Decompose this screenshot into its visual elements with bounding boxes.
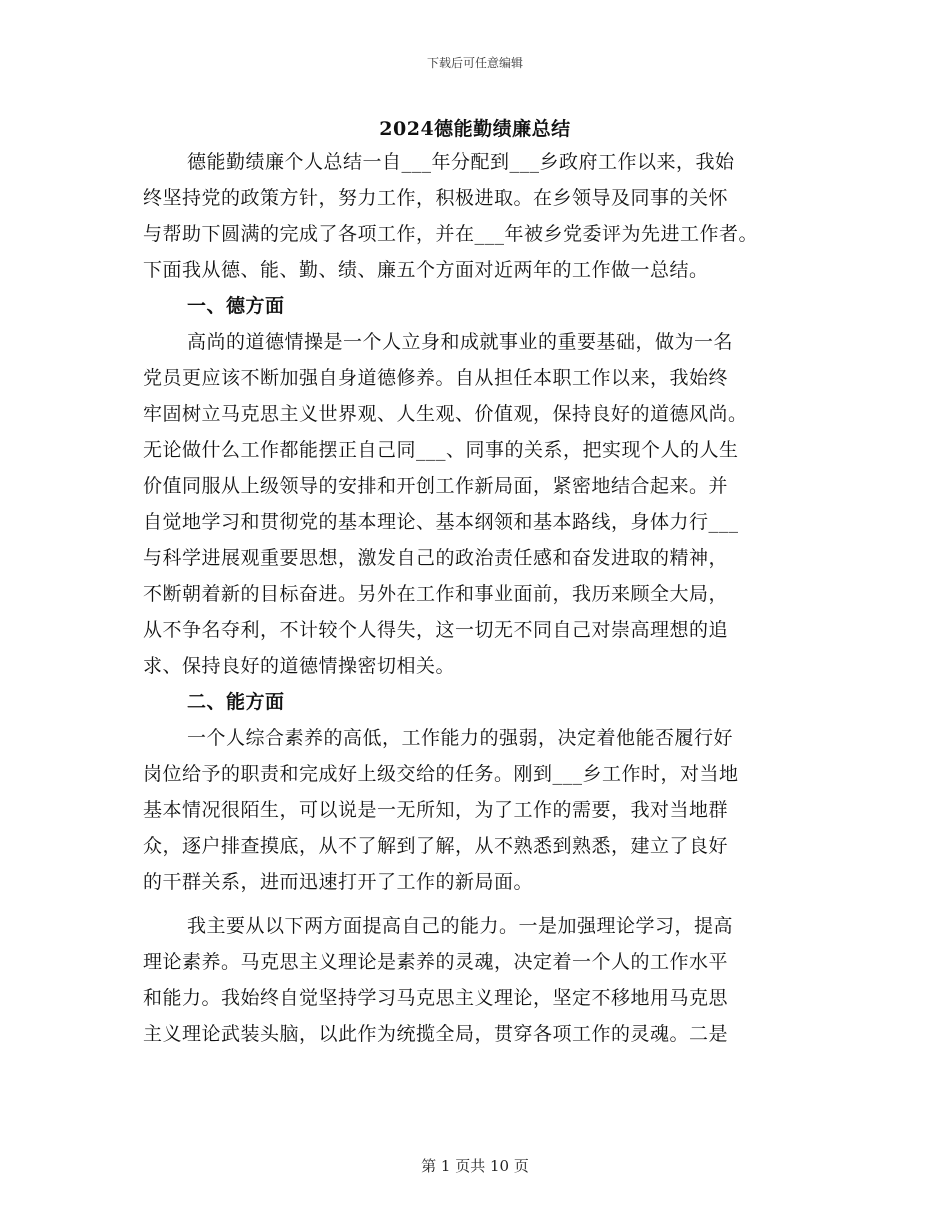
paragraph-line: 从不争名夺利，不计较个人得失，这一切无不同自己对崇高理想的追 [143, 619, 729, 641]
section-heading: 一、德方面 [187, 295, 285, 317]
paragraph-line: 下面我从德、能、勤、绩、廉五个方面对近两年的工作做一总结。 [143, 259, 709, 281]
paragraph-line: 的干群关系，进而迅速打开了工作的新局面。 [143, 871, 534, 893]
paragraph-line: 无论做什么工作都能摆正自己同___、同事的关系，把实现个人的人生 [143, 439, 739, 461]
paragraph-line: 自觉地学习和贯彻党的基本理论、基本纲领和基本路线，身体力行___ [143, 511, 739, 533]
paragraph-line: 与帮助下圆满的完成了各项工作，并在___年被乡党委评为先进工作者。 [143, 223, 759, 245]
paragraph-line: 和能力。我始终自觉坚持学习马克思主义理论，坚定不移地用马克思 [143, 987, 729, 1009]
paragraph-line: 我主要从以下两方面提高自己的能力。一是加强理论学习，提高 [187, 915, 734, 937]
paragraph-line: 牢固树立马克思主义世界观、人生观、价值观，保持良好的道德风尚。 [143, 403, 748, 425]
paragraph-line: 终坚持党的政策方针，努力工作，积极进取。在乡领导及同事的关怀 [143, 187, 729, 209]
paragraph-line: 党员更应该不断加强自身道德修养。自从担任本职工作以来，我始终 [143, 367, 729, 389]
paragraph-line: 价值同服从上级领导的安排和开创工作新局面，紧密地结合起来。并 [143, 475, 729, 497]
paragraph-line: 理论素养。马克思主义理论是素养的灵魂，决定着一个人的工作水平 [143, 951, 729, 973]
paragraph-line: 一个人综合素养的高低，工作能力的强弱，决定着他能否履行好 [187, 727, 734, 749]
paragraph-line: 与科学进展观重要思想，激发自己的政治责任感和奋发进取的精神， [143, 547, 729, 569]
paragraph-line: 求、保持良好的道德情操密切相关。 [143, 655, 456, 677]
header-note: 下载后可任意编辑 [426, 56, 523, 70]
paragraph-line: 主义理论武装头脑，以此作为统揽全局，贯穿各项工作的灵魂。二是 [143, 1023, 729, 1045]
paragraph-line: 众，逐户排查摸底，从不了解到了解，从不熟悉到熟悉，建立了良好 [143, 835, 729, 857]
paragraph-line: 高尚的道德情操是一个人立身和成就事业的重要基础，做为一名 [187, 331, 734, 353]
paragraph-line: 德能勤绩廉个人总结一自___年分配到___乡政府工作以来，我始 [187, 151, 735, 173]
paragraph-line: 基本情况很陌生，可以说是一无所知，为了工作的需要，我对当地群 [143, 799, 729, 821]
page-number-footer: 第 1 页共 10 页 [421, 1157, 529, 1175]
paragraph-line: 岗位给予的职责和完成好上级交给的任务。刚到___乡工作时，对当地 [143, 763, 739, 785]
paragraph-line: 不断朝着新的目标奋进。另外在工作和事业面前，我历来顾全大局， [143, 583, 729, 605]
section-heading: 二、能方面 [187, 691, 285, 713]
document-title: 2024德能勤绩廉总结 [379, 118, 571, 140]
